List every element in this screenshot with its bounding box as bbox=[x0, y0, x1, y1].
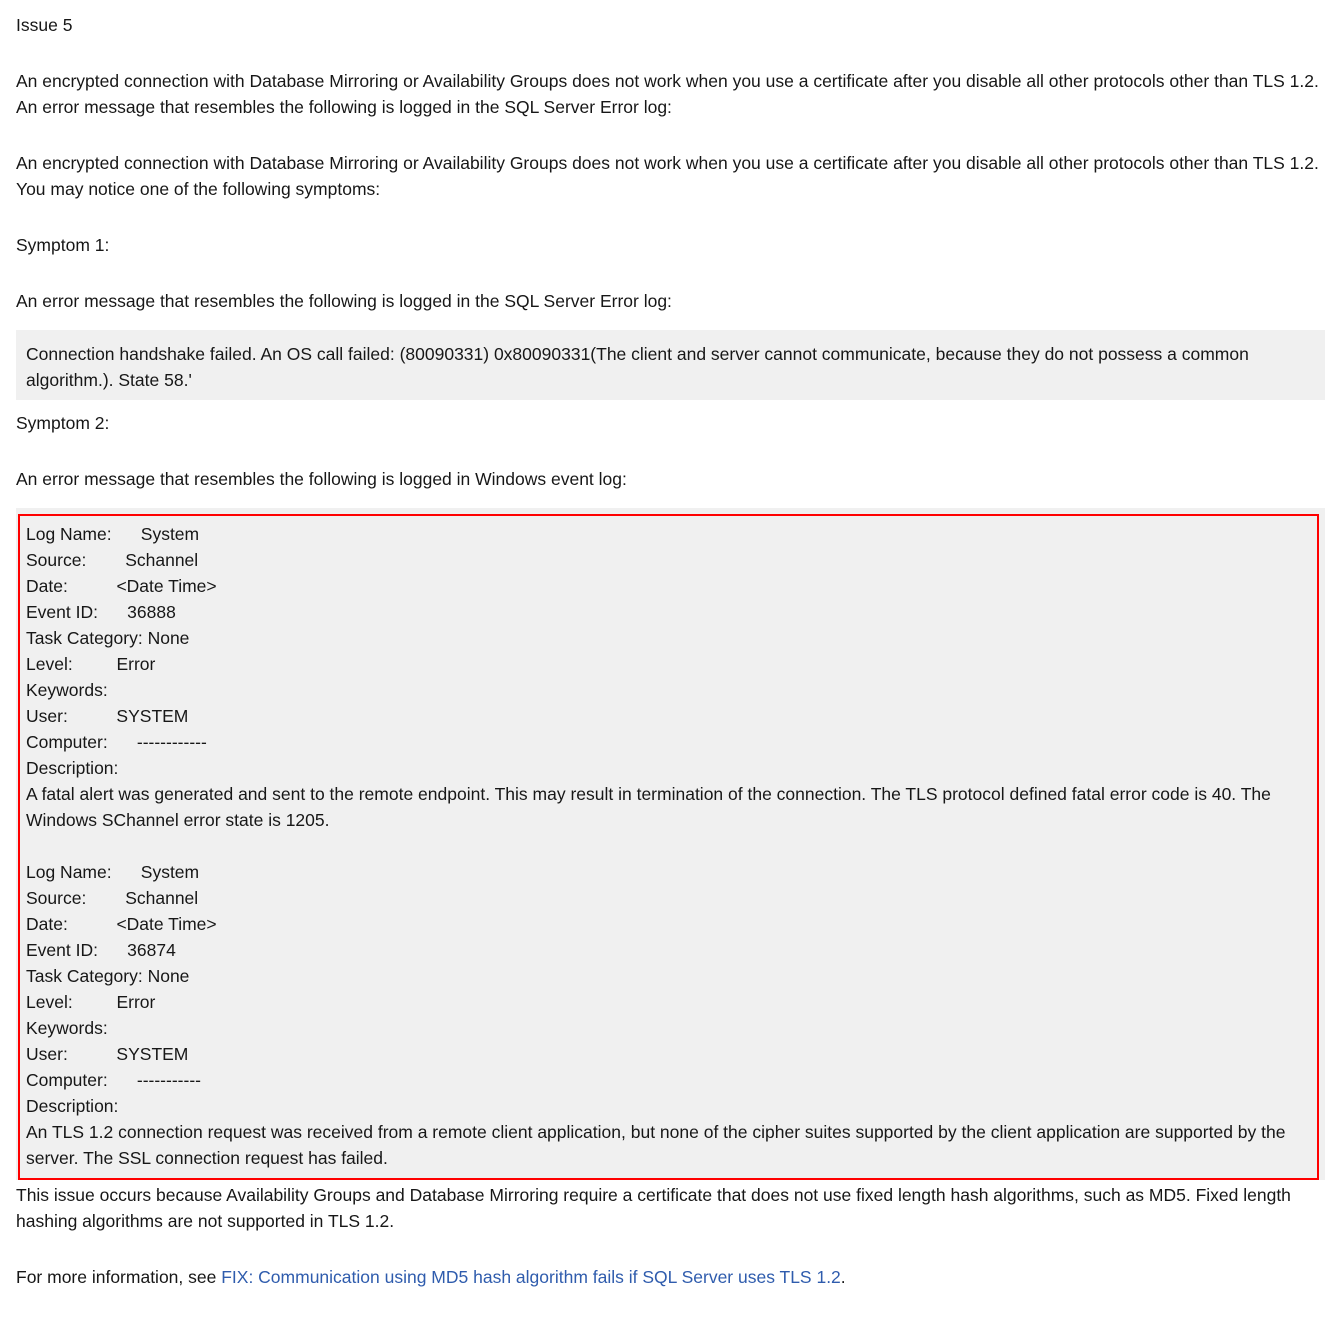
log-field: Task Category: None bbox=[26, 628, 190, 648]
log-field: Event ID: 36874 bbox=[26, 940, 176, 960]
log-field: User: SYSTEM bbox=[26, 706, 189, 726]
log-field: Date: <Date Time> bbox=[26, 576, 217, 596]
log-description: A fatal alert was generated and sent to the remote endpoint. This may result in termination of the connection. The TLS protocol defined fatal error code is 40. The Windows SChannel error state is 1205. bbox=[26, 784, 1271, 830]
cause-text: This issue occurs because Availability Groups and Database Mirroring require a certificate that does not use fixed length hash algorithms, such as MD5. Fixed length hashing algorithms are not supported in TLS 1.2. bbox=[16, 1185, 1291, 1231]
event-log-block bbox=[16, 508, 1325, 1180]
issue-description: An encrypted connection with Database Mirroring or Availability Groups does not work when you use a certificate after you disable all other protocols other than TLS 1.2. An error message that resembles the following is logged in the SQL Server Error log: bbox=[16, 71, 1319, 117]
log-field: Event ID: 36888 bbox=[26, 602, 176, 622]
symptom-2-label: Symptom 2: bbox=[16, 413, 110, 433]
symptom-1-text: An error message that resembles the following is logged in the SQL Server Error log: bbox=[16, 291, 672, 311]
log-field: Computer: ----------- bbox=[26, 1070, 201, 1090]
log-field: Level: Error bbox=[26, 654, 156, 674]
log-field: Level: Error bbox=[26, 992, 156, 1012]
sql-error-code-block: Connection handshake failed. An OS call failed: (80090331) 0x80090331(The client and server cannot communicate, because they do not possess a common algorithm.). State 58.' bbox=[16, 330, 1325, 400]
event-log-highlight bbox=[18, 514, 1319, 1180]
fix-article-link[interactable]: FIX: Communication using MD5 hash algorithm fails if SQL Server uses TLS 1.2 bbox=[221, 1267, 841, 1287]
symptom-1-label: Symptom 1: bbox=[16, 235, 110, 255]
log-field: Keywords: bbox=[26, 680, 108, 700]
log-field: User: SYSTEM bbox=[26, 1044, 189, 1064]
log-field: Keywords: bbox=[26, 1018, 108, 1038]
log-field: Description: bbox=[26, 758, 119, 778]
log-field: Source: Schannel bbox=[26, 550, 199, 570]
log-field: Date: <Date Time> bbox=[26, 914, 217, 934]
log-field: Log Name: System bbox=[26, 524, 200, 544]
more-info-prefix: For more information, see bbox=[16, 1267, 222, 1287]
log-description: An TLS 1.2 connection request was received from a remote client application, but none of the cipher suites supported by the client application are supported by the server. The SSL connection request has failed. bbox=[26, 1122, 1286, 1168]
more-info bbox=[16, 1264, 1325, 1290]
log-field: Computer: ------------ bbox=[26, 732, 207, 752]
symptom-2-text: An error message that resembles the following is logged in Windows event log: bbox=[16, 469, 627, 489]
log-field: Source: Schannel bbox=[26, 888, 199, 908]
issue-symptoms-intro: An encrypted connection with Database Mirroring or Availability Groups does not work when you use a certificate after you disable all other protocols other than TLS 1.2. You may notice one of the following symptoms: bbox=[16, 153, 1319, 199]
log-field: Log Name: System bbox=[26, 862, 200, 882]
issue-heading: Issue 5 bbox=[16, 15, 73, 35]
log-field: Description: bbox=[26, 1096, 119, 1116]
entry-gap bbox=[26, 833, 1311, 859]
log-field: Task Category: None bbox=[26, 966, 190, 986]
more-info-suffix: . bbox=[840, 1267, 846, 1287]
